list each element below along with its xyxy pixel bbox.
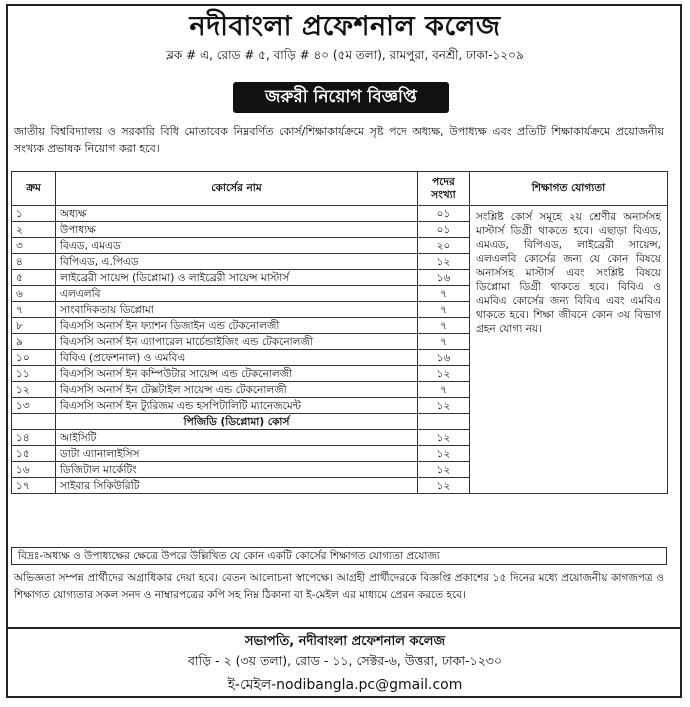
row-course: বিএড, এমএড [56, 238, 418, 254]
subheading-blank [12, 414, 56, 430]
row-course: বিএসসি অনার্স ইন এ্যাপারেল মার্চেন্ডাইজিং এন্ড টেকনোলজী [56, 334, 418, 350]
intro-text: জাতীয় বিশ্ববিদ্যালয় ও সরকারি বিধি মোতাবেক নিম্নবর্ণিত কোর্স/শিক্ষাকার্যক্রমে সৃষ্ট পদে অধ্যক্ষ, উপাধ্যক্ষ এবং প্রতিটি শিক্ষাকার্যক্রমে প্রয়োজনীয় সংখ্যক প্রভাষক নিয়োগ করা হবে। [14, 125, 664, 155]
row-course: উপাধ্যক্ষ [56, 222, 418, 238]
row-serial: ১ [12, 206, 56, 222]
row-course: সাইবার সিকিউরিটি [56, 478, 418, 494]
row-course: এলএলবি [56, 286, 418, 302]
row-serial: ৪ [12, 254, 56, 270]
footer-divider [6, 627, 682, 629]
note-box: বিদ্রঃ-অধ্যক্ষ ও উপাধ্যক্ষের ক্ষেত্রে উপরে উল্লিখিত যে কোন একটি কোর্সের শিক্ষাগত যোগ্যতা প্রযোজ্য [11, 547, 667, 565]
notice-banner: জরুরী নিয়োগ বিজ্ঞপ্তি [233, 82, 449, 113]
row-course: বিএসসি অনার্স ইন কম্পিউটার সায়েন্স এন্ড টেকনোলজী [56, 366, 418, 382]
row-course: সাংবাদিকতায় ডিপ্লোমা [56, 302, 418, 318]
header-qualification: শিক্ষাগত যোগ্যতা [470, 172, 668, 206]
pgd-subheading: পিজিডি (ডিপ্লোমা) কোর্স [56, 414, 418, 430]
row-posts: ২০ [418, 238, 470, 254]
row-posts: ০১ [418, 222, 470, 238]
row-serial: ১৩ [12, 398, 56, 414]
subheading-blank [418, 414, 470, 430]
row-serial: ১১ [12, 366, 56, 382]
row-posts: ১২ [418, 478, 470, 494]
header-posts: পদের সংখ্যা [418, 172, 470, 206]
row-course: বিএসসি অনার্স ইন ফ্যাশন ডিজাইন এন্ড টেকনোলজী [56, 318, 418, 334]
college-title: নদীবাংলা প্রফেশনাল কলেজ [189, 11, 501, 42]
row-serial: ১৬ [12, 462, 56, 478]
footer-email: ই-মেইল-nodibangla.pc@gmail.com [227, 677, 463, 693]
row-course: বিবিএ (প্রফেশনাল) ও এমবিএ [56, 350, 418, 366]
table-header-row [12, 172, 668, 206]
row-course: অধ্যক্ষ [56, 206, 418, 222]
row-course: বিএসসি অনার্স ইন টেক্সটাইল সায়েন্স এন্ড টেকনোলজী [56, 382, 418, 398]
table-row [12, 206, 668, 222]
row-posts: ৭ [418, 302, 470, 318]
row-posts: ৭ [418, 286, 470, 302]
row-course: বিএসসি অনার্স ইন ট্যুরিজম এন্ড হসপিটালিটি ম্যানেজমেন্ট [56, 398, 418, 414]
row-course: বিপিএড, এ.পিএড [56, 254, 418, 270]
row-posts: ৭ [418, 382, 470, 398]
application-instructions: অভিজ্ঞতা সম্পন্ন প্রার্থীদের অগ্রাধিকার দেয়া হবে। বেতন আলোচনা স্বাপেক্ষে। আগ্রহী প্রার্থীদেরকে বিজ্ঞপ্তি প্রকাশের ১৫ দিনের মধ্যে প্রয়োজনীয় কাগজপত্র ও শিক্ষাগত যোগ্যতার সকল সনদ ও নাম্বারপত্রের কপি সহ নিম্ন ঠিকানা বা ই-মেইল এর মাধ্যমে প্রেরন করতে হবে। [14, 572, 664, 601]
header-serial: ক্রম [12, 172, 56, 206]
posts-table [11, 171, 668, 494]
row-posts: ১৬ [418, 350, 470, 366]
row-posts: ১২ [418, 462, 470, 478]
row-posts: ৭ [418, 334, 470, 350]
row-serial: ৫ [12, 270, 56, 286]
row-posts: ১২ [418, 398, 470, 414]
row-posts: ১২ [418, 446, 470, 462]
row-course: আইসিটি [56, 430, 418, 446]
row-serial: ১৭ [12, 478, 56, 494]
row-posts: ১৬ [418, 270, 470, 286]
row-serial: ৩ [12, 238, 56, 254]
college-address: ব্লক # এ, রোড # ৫, বাড়ি # ৪০ (৫ম তলা), রামপুরা, বনশ্রী, ঢাকা-১২০৯ [166, 48, 524, 62]
qualification-cell: সংশ্লিষ্ট কোর্স সমূহে ২য় শ্রেণীর অনার্সসহ মাস্টার্স ডিগ্রী থাকতে হবে। এছাড়া বিএড, এমএড, বিপিএড, লাইব্রেরী সায়েন্স, এলএলবি কোর্সের জন্য যে কোন বিষয়ে অনার্সসহ মাস্টার্স এবং সংশ্লিষ্ট বিষয়ে ডিপ্লোমা ডিগ্রী থাকতে হবে। বিবিএ ও এমবিএ কোর্সের জন্য বিবিএ এবং এমবিএ থাকতে হবে। শিক্ষা জীবনে কোন ৩য় বিভাগ গ্রহন যোগ্য নয়। [470, 206, 668, 494]
row-posts: ০১ [418, 206, 470, 222]
row-course: ডাটা এ্যানালাইসিস [56, 446, 418, 462]
row-posts: ৭ [418, 318, 470, 334]
row-serial: ১০ [12, 350, 56, 366]
row-serial: ৭ [12, 302, 56, 318]
row-serial: ১৫ [12, 446, 56, 462]
row-serial: ৮ [12, 318, 56, 334]
row-posts: ১২ [418, 430, 470, 446]
row-course: লাইব্রেরী সায়েন্স (ডিপ্লোমা) ও লাইব্রেরী সায়েন্স মাস্টার্স [56, 270, 418, 286]
signatory: সভাপতি, নদীবাংলা প্রফেশনাল কলেজ [244, 634, 446, 649]
row-serial: ৯ [12, 334, 56, 350]
row-serial: ১৪ [12, 430, 56, 446]
row-serial: ১২ [12, 382, 56, 398]
row-serial: ৬ [12, 286, 56, 302]
row-posts: ১২ [418, 254, 470, 270]
header-course: কোর্সের নাম [56, 172, 418, 206]
row-posts: ১২ [418, 366, 470, 382]
row-course: ডিজিটাল মার্কেটিং [56, 462, 418, 478]
footer-address: বাড়ি - ২ (৩য় তলা), রোড - ১১, সেক্টর-৬, উত্তরা, ঢাকা-১২৩০ [187, 653, 503, 668]
row-serial: ২ [12, 222, 56, 238]
